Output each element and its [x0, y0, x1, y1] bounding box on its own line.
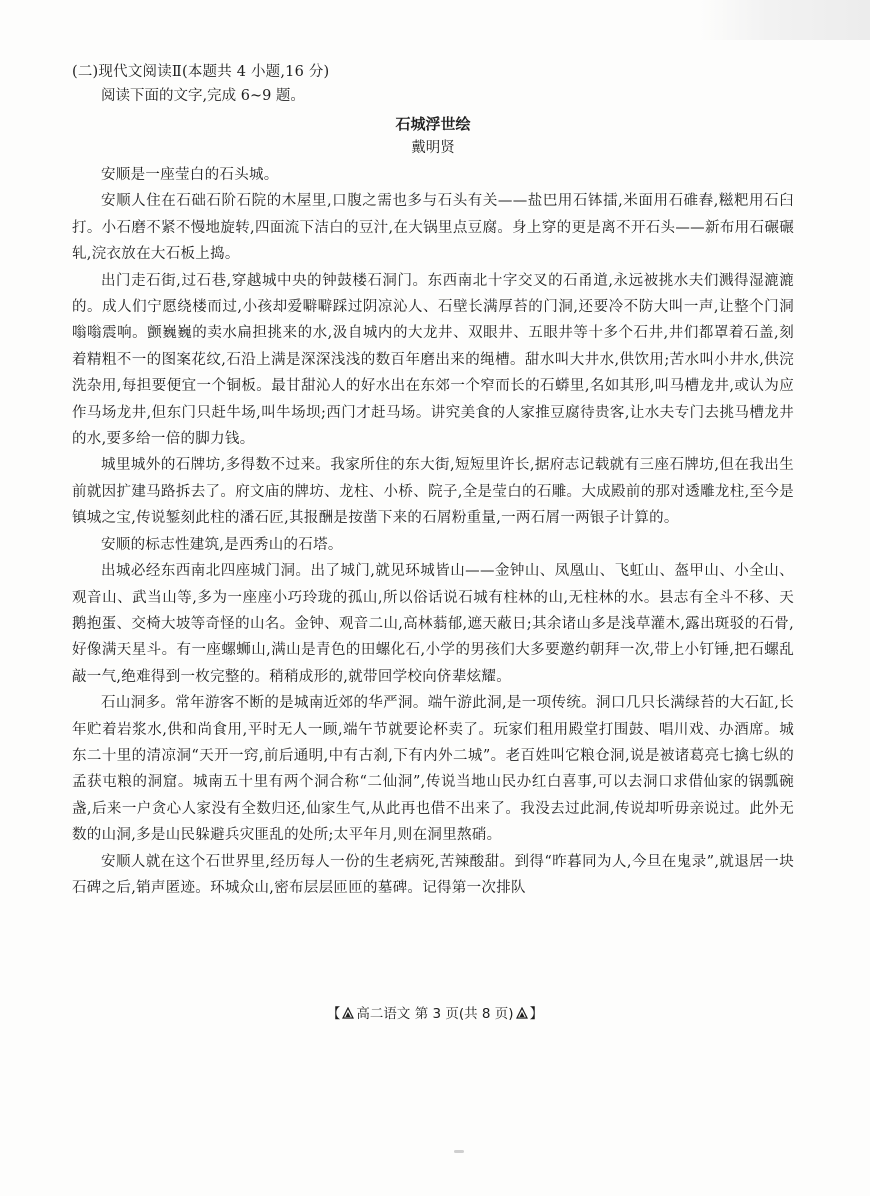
scan-smudge [454, 1150, 464, 1153]
paragraph-2: 安顺人住在石础石阶石院的木屋里,口腹之需也多与石头有关——盐巴用石钵擂,米面用石碓舂,糍粑用石臼打。小石磨不紧不慢地旋转,四面流下洁白的豆汁,在大锅里点豆腐。身上穿的更是离不开石头——新布用石碾碾轧,浣衣放在大石板上捣。 [72, 193, 794, 263]
paragraph-4: 城里城外的石牌坊,多得数不过来。我家所住的东大街,短短里许长,据府志记载就有三座石牌坊,但在我出生前就因扩建马路拆去了。府文庙的牌坊、龙柱、小桥、院子,全是莹白的石雕。大成殿前的那对透雕龙柱,至今是镇城之宝,传说錾刻此柱的潘石匠,其报酬是按凿下来的石屑粉重量,一两石屑一两银子计算的。 [72, 457, 794, 527]
paragraph-8: 安顺人就在这个石世界里,经历每人一份的生老病死,苦辣酸甜。到得“昨暮同为人,今旦在鬼录”,就退居一块石碑之后,销声匿迹。环城众山,密布层层匝匝的墓碑。记得第一次排队 [72, 853, 794, 896]
paragraph-5: 安顺的标志性建筑,是西秀山的石塔。 [101, 536, 343, 553]
triangle-a-logo-icon [516, 1007, 528, 1019]
triangle-a-logo-icon [342, 1007, 354, 1019]
article-body [72, 162, 794, 901]
page-footer [0, 1004, 870, 1024]
footer-page-text: 高二语文 第 3 页(共 8 页) [356, 1006, 514, 1022]
section-heading: (二)现代文阅读Ⅱ(本题共 4 小题,16 分) [72, 64, 330, 80]
scan-shadow [700, 0, 870, 40]
paragraph-6: 出城必经东西南北四座城门洞。出了城门,就见环城皆山——金钟山、凤凰山、飞虹山、盔甲山、小全山、观音山、武当山等,多为一座座小巧玲珑的孤山,所以俗话说石城有柱林的山,无柱林的水。县志有全斗不移、天鹅抱蛋、交椅大坡等奇怪的山名。金钟、观音二山,高林蓊郁,遮天蔽日;其余诸山多是浅草灌木,露出斑驳的石骨,好像满天星斗。有一座螺蛳山,满山是青色的田螺化石,小学的男孩们大多要邀约朝拜一次,带上小钉锤,把石螺乱敲一气,绝难得到一枚完整的。稍稍成形的,就带回学校向侪辈炫耀。 [72, 563, 794, 685]
paragraph-1: 安顺是一座莹白的石头城。 [101, 167, 279, 183]
page-content [72, 60, 794, 901]
footer-bracket-left: 【 [326, 1006, 341, 1022]
paragraph-7: 石山洞多。常年游客不断的是城南近郊的华严洞。端午游此洞,是一项传统。洞口几只长满绿苔的大石缸,长年贮着岩浆水,供和尚食用,平时无人一顾,端午节就要论杯卖了。玩家们租用殿堂打围鼓、唱川戏、办酒席。城东二十里的清凉洞“天开一窍,前后通明,中有古刹,下有内外二城”。老百姓叫它粮仓洞,说是被诸葛亮七擒七纵的孟获屯粮的洞窟。城南五十里有两个洞合称“二仙洞”,传说当地山民办红白喜事,可以去洞口求借仙家的锅瓢碗盏,后来一户贪心人家没有全数归还,仙家生气,从此再也借不出来了。我没去过此洞,传说却听毋亲说过。此外无数的山洞,多是山民躲避兵灾匪乱的处所;太平年月,则在洞里熬硝。 [72, 695, 794, 844]
article-title: 石城浮世绘 [395, 115, 471, 133]
reading-instruction: 阅读下面的文字,完成 6~9 题。 [101, 88, 305, 104]
article-author: 戴明贤 [411, 140, 455, 156]
footer-bracket-right: 】 [529, 1006, 544, 1022]
paragraph-3: 出门走石街,过石巷,穿越城中央的钟鼓楼石洞门。东西南北十字交叉的石甬道,永远被挑水夫们溅得湿漉漉的。成人们宁愿绕楼而过,小孩却爱噼噼踩过阴凉沁人、石壁长满厚苔的门洞,还要冷不防大叫一声,让整个门洞嗡嗡震响。颤巍巍的卖水扁担挑来的水,汲自城内的大龙井、双眼井、五眼井等十多个石井,井们都罩着石盖,刻着精粗不一的图案花纹,石沿上满是深深浅浅的数百年磨出来的绳槽。甜水叫大井水,供饮用;苦水叫小井水,供浣洗杂用,每担要便宜一个铜板。最甘甜沁人的好水出在东郊一个窄而长的石蟒里,名如其形,叫马槽龙井,或认为应作马场龙井,但东门只赶牛场,叫牛场坝;西门才赶马场。讲究美食的人家推豆腐待贵客,让水夫专门去挑马槽龙井的水,要多给一倍的脚力钱。 [72, 272, 794, 448]
